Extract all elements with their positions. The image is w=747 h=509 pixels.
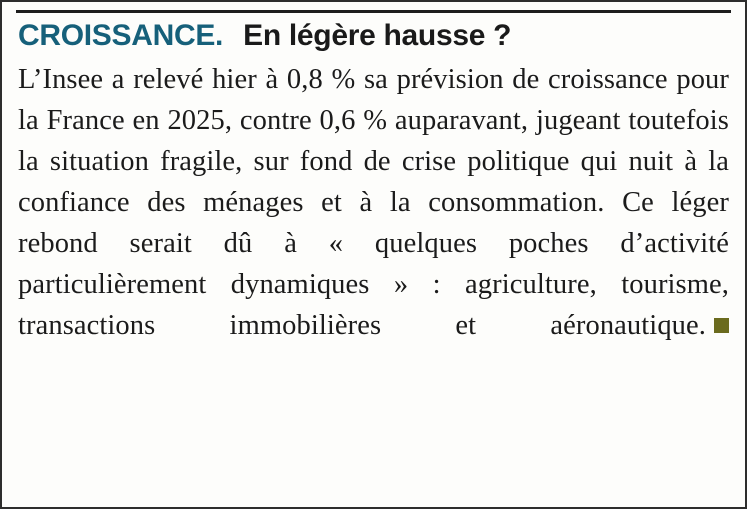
article-kicker: CROISSANCE. (18, 19, 224, 52)
article-body-text: L’Insee a relevé hier à 0,8 % sa prévision de croissance pour la France en 2025, contre 0,6 % auparavant, jugeant toutefois la situation fragile, sur fond de crise politique qui nuit à la confiance des ménages et à la consommation. Ce léger rebond serait dû à « quelques poches d’activité particulièrement dynamiques » : agriculture, tourisme, transactions immobilières et aéronautique. (18, 64, 729, 341)
article-subhead: En légère hausse ? (243, 19, 512, 52)
page-title (18, 21, 731, 51)
article-body (18, 59, 729, 387)
square-end-mark (714, 318, 729, 333)
top-rule (16, 10, 731, 13)
